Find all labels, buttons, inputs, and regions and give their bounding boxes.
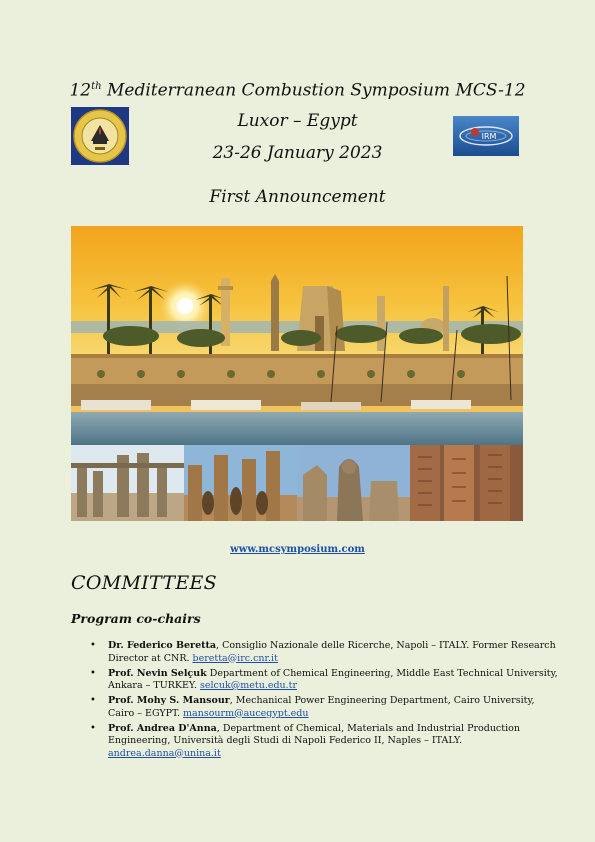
temple-photo-strip bbox=[71, 445, 523, 521]
chair-affiliation: , Consiglio Nazionale delle Ricerche, Napoli – ITALY. Former Research Director at CNR. bbox=[108, 640, 556, 664]
chair-affiliation: , Department of Chemical, Materials and Industrial Production Engineering, Università degli Studi di Napoli Federico II, Naples – ITALY. bbox=[108, 722, 520, 746]
announcement-heading: First Announcement bbox=[209, 187, 386, 207]
chair-affiliation: , Mechanical Power Engineering Department, Cairo University, Cairo – EGYPT. bbox=[108, 695, 535, 719]
website-line bbox=[0, 544, 595, 555]
chair-affiliation: Department of Chemical Engineering, Middle East Technical University, Ankara – TURKEY. bbox=[108, 667, 558, 691]
combustion-institute-seal bbox=[71, 107, 129, 165]
chair-email-link[interactable]: beretta@irc.cnr.it bbox=[192, 652, 278, 664]
chair-name: Prof. Nevin Selçuk bbox=[108, 667, 207, 679]
ramses-statue-photo bbox=[297, 445, 410, 521]
list-item bbox=[108, 695, 560, 720]
karnak-columns-photo bbox=[71, 445, 184, 521]
website-link[interactable]: www.mcsymposium.com bbox=[230, 544, 365, 555]
committees-heading: COMMITTEES bbox=[71, 572, 217, 594]
title-text: Mediterranean Combustion Symposium MCS-12 bbox=[101, 80, 526, 101]
dates: 23-26 January 2023 bbox=[212, 143, 383, 163]
luxor-hero-image bbox=[71, 226, 523, 445]
list-item bbox=[108, 640, 560, 665]
irm-logo-text: IRM bbox=[481, 132, 497, 141]
symposium-title bbox=[0, 76, 595, 102]
luxor-temple-statues-photo bbox=[184, 445, 297, 521]
chair-email-link[interactable]: andrea.danna@unina.it bbox=[108, 747, 221, 759]
irm-logo bbox=[453, 116, 519, 156]
list-item bbox=[108, 668, 560, 693]
chair-email-link[interactable]: mansourm@aucegypt.edu bbox=[183, 707, 309, 719]
list-item bbox=[108, 723, 560, 761]
hieroglyph-columns-photo bbox=[410, 445, 523, 521]
chair-name: Prof. Andrea D'Anna bbox=[108, 722, 217, 734]
chair-name: Prof. Mohy S. Mansour bbox=[108, 695, 230, 706]
title-superscript: th bbox=[91, 81, 102, 92]
location: Luxor – Egypt bbox=[237, 111, 358, 131]
chair-email-link[interactable]: selcuk@metu.edu.tr bbox=[200, 680, 298, 691]
chair-name: Dr. Federico Beretta bbox=[108, 640, 217, 651]
program-cochairs-heading: Program co-chairs bbox=[71, 611, 201, 626]
title-number: 12 bbox=[69, 80, 92, 101]
cochairs-list bbox=[71, 640, 560, 763]
